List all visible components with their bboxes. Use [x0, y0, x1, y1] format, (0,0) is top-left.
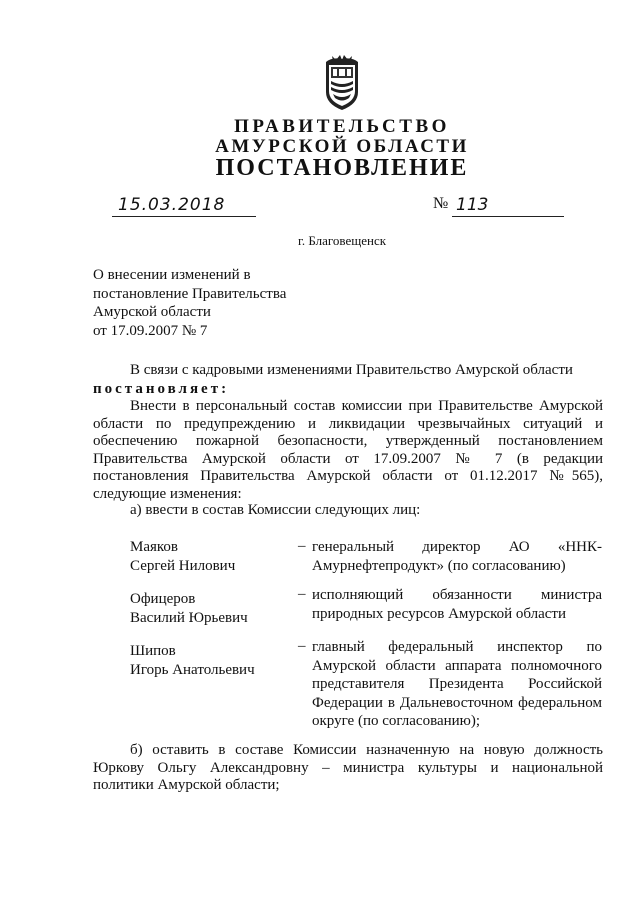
paragraph-line: Юркову Ольгу Александровну – министра культуры и национальной: [93, 759, 603, 776]
role-line: исполняющий обязанности министра: [312, 587, 602, 603]
subject-line: Амурской области: [93, 304, 211, 320]
subject-line: О внесении изменений в: [93, 267, 251, 283]
document-city: г. Благовещенск: [297, 233, 387, 248]
paragraph-line: Правительства Амурской области от 17.09.2007 № 7 (в редакции: [93, 450, 603, 467]
paragraph-line: политики Амурской области;: [93, 777, 280, 794]
intro-text: В связи с кадровыми изменениями Правительство Амурской области: [130, 362, 573, 378]
member-surname: Шипов: [130, 643, 176, 659]
role-line: округе (по согласованию);: [312, 713, 481, 729]
amur-oblast-coat-of-arms-icon: [318, 54, 366, 112]
document-number: 113: [452, 194, 564, 217]
subpoint-b: [93, 742, 603, 795]
member-dash: –: [298, 638, 306, 654]
member-role: [312, 538, 602, 575]
paragraph-line: постановления Правительства Амурской области от 01.12.2017 №565),: [93, 468, 603, 485]
document-subject: [93, 266, 286, 340]
role-line: Федерации в Дальневосточном федеральном: [312, 694, 602, 711]
member-given-name: Игорь Анатольевич: [130, 661, 255, 678]
postanovlyaet-heading: постановляет:: [93, 381, 230, 397]
member-dash: –: [298, 586, 306, 602]
subpoint-a: а) ввести в состав Комиссии следующих лиц:: [130, 502, 421, 518]
paragraph-line: б) оставить в составе Комиссии назначенную на новую должность: [130, 742, 603, 758]
member-given-name: Василий Юрьевич: [130, 609, 248, 626]
member-surname: Маяков: [130, 539, 179, 555]
member-dash: –: [298, 538, 306, 554]
member-given-name: Сергей Нилович: [130, 557, 236, 574]
paragraph-line: области по предупреждению и ликвидации чрезвычайных ситуаций и: [93, 415, 603, 432]
member-name: [130, 590, 248, 627]
document-date: 15.03.2018: [112, 194, 256, 217]
government-name-line1: ПРАВИТЕЛЬСТВО: [234, 116, 450, 137]
member-role: [312, 638, 602, 731]
paragraph-line: следующие изменения:: [93, 485, 242, 502]
government-name-line2: АМУРСКОЙ ОБЛАСТИ: [215, 136, 469, 157]
role-line: главный федеральный инспектор по: [312, 639, 602, 655]
paragraph-line: обеспечению пожарной безопасности, утвержденный постановлением: [93, 433, 603, 450]
member-name: [130, 538, 235, 575]
document-number-label: №: [433, 195, 449, 212]
intro-paragraph: [93, 362, 603, 380]
member-role: [312, 586, 602, 623]
role-line: природных ресурсов Амурской области: [312, 605, 567, 622]
role-line: генеральный директор АО «ННК-: [312, 539, 602, 555]
document-type-title: ПОСТАНОВЛЕНИЕ: [215, 155, 469, 181]
role-line: Амурской области аппарата полномочного: [312, 657, 602, 674]
role-line: Амурнефтепродукт» (по согласованию): [312, 557, 566, 574]
member-surname: Офицеров: [130, 591, 196, 607]
main-paragraph: [93, 398, 603, 504]
role-line: представителя Президента Российской: [312, 676, 602, 692]
member-name: [130, 642, 255, 679]
subject-line: от 17.09.2007 № 7: [93, 322, 208, 339]
subject-line: постановление Правительства: [93, 285, 287, 302]
paragraph-line: Внести в персональный состав комиссии при Правительстве Амурской: [130, 398, 603, 414]
